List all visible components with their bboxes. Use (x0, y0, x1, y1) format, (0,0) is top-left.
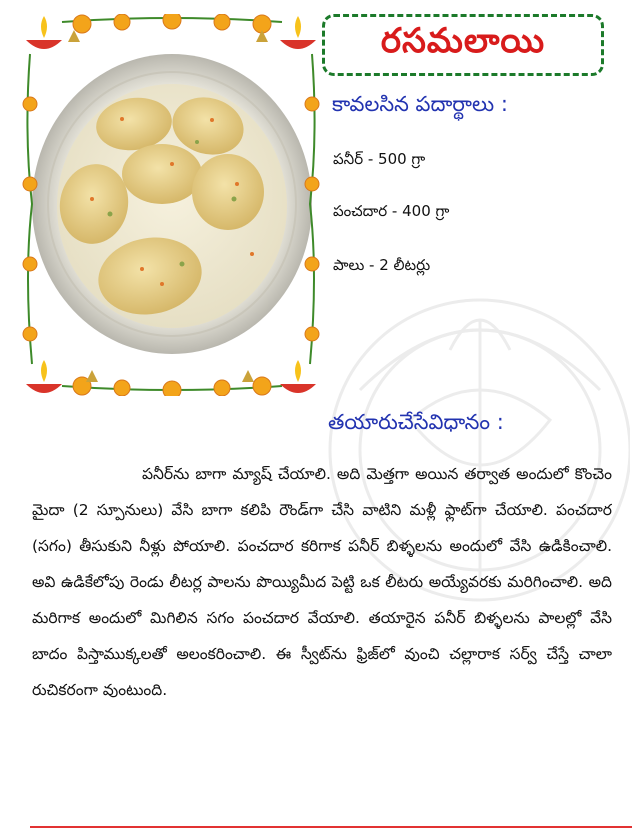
rasmalai-dish-image (22, 14, 320, 396)
recipe-title: రసమలాయి (380, 21, 546, 61)
method-heading: తయారుచేసేవిధానం : (328, 410, 504, 434)
ingredients-heading: కావలసిన పదార్థాలు : (332, 92, 508, 116)
ingredient-item: పాలు - 2 లీటర్లు (333, 256, 431, 274)
ingredient-item: పంచదార - 400 గ్రా (333, 202, 450, 220)
recipe-title-box (322, 14, 604, 76)
method-paragraph (32, 456, 612, 708)
ingredient-item: పనీర్ - 500 గ్రా (333, 150, 426, 168)
method-text: పనీర్‌ను బాగా మ్యాష్ చేయాలి. అది మెత్తగా అయిన తర్వాత అందులో కొంచెం మైదా (2 స్పూనులు) వేసి బాగా కలిపి రౌండ్‌గా చేసి వాటిని మళ్లీ ఫ్లాట్‌గా చేయాలి. పంచదార (సగం) తీసుకుని నీళ్లు పోయాలి. పంచదార కరిగాక పనీర్ బిళ్ళలను అందులో వేసి ఉడికించాలి. అవి ఉడికేలోపు రెండు లీటర్ల పాలను పొయ్యిమీద పెట్టి ఒక లీటరు అయ్యేవరకు మరిగించాలి. అది మరిగాక అందులో మిగిలిన సగం పంచదార వేయాలి. తయారైన పనీర్ బిళ్ళలను పాలల్లో వేసి బాదం పిస్తాముక్కలతో అలంకరించాలి. ఈ స్వీట్‌ను ఫ్రిజ్‌లో వుంచి చల్లారాక సర్వ్ చేస్తే చాలా రుచికరంగా వుంటుంది. (32, 465, 612, 699)
bottom-divider (30, 826, 632, 828)
recipe-photo (22, 14, 320, 396)
